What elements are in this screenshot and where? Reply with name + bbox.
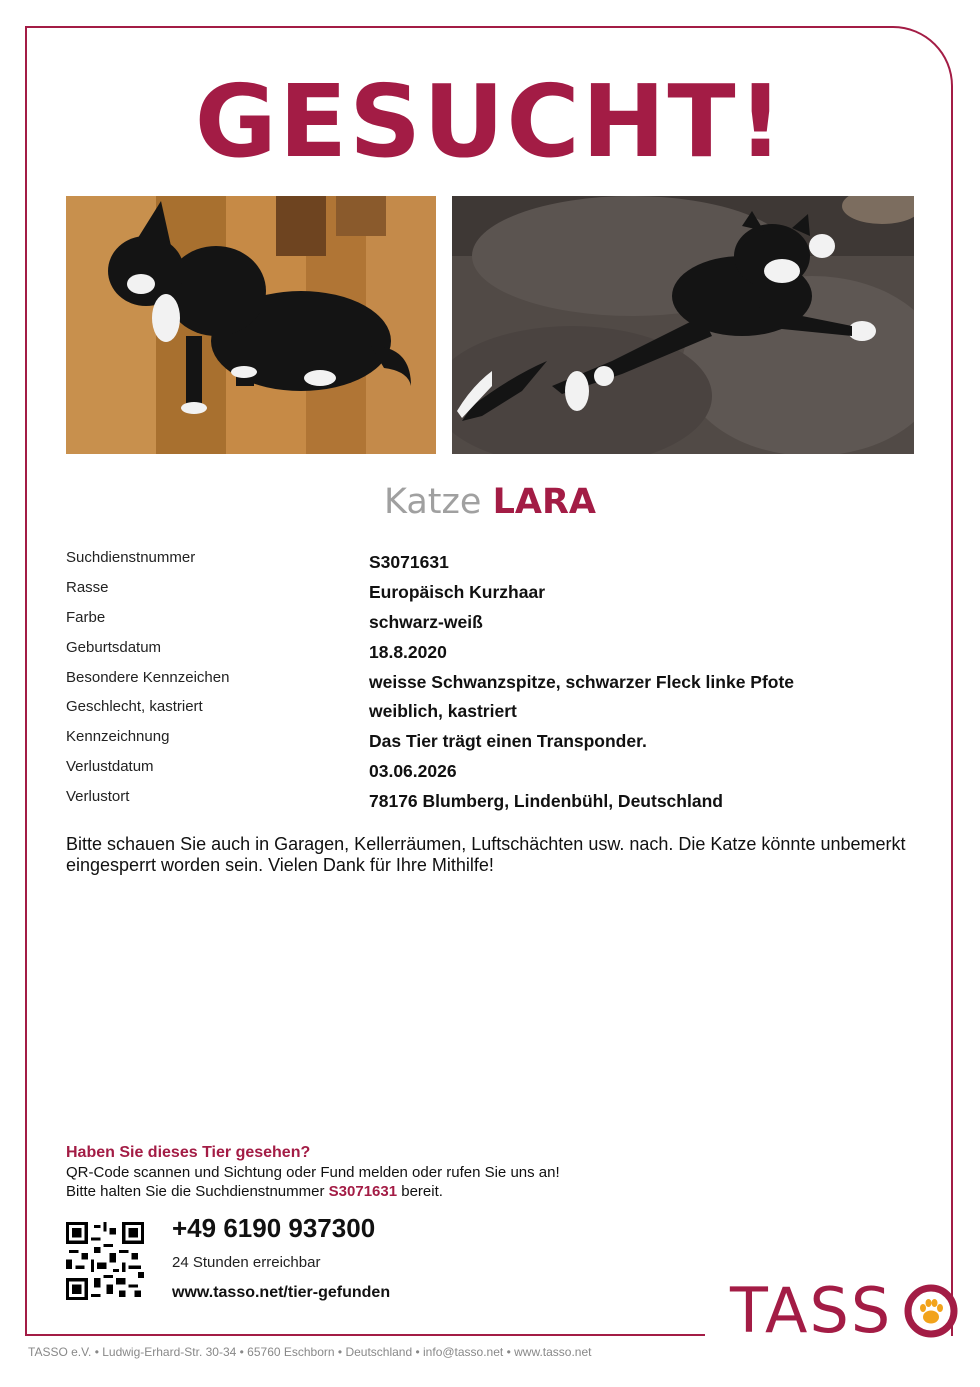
cta-line-2 [66,1182,766,1201]
detail-value: schwarz-weiß [369,611,483,632]
detail-value: 78176 Blumberg, Lindenbühl, Deutschland [369,791,723,812]
detail-row-search-number [66,548,926,578]
detail-value: weisse Schwanzspitze, schwarzer Fleck linke Pfote [369,671,795,692]
cta-heading: Haben Sie dieses Tier gesehen? [66,1144,311,1161]
cta-line-2-prefix: Bitte halten Sie die Suchdienstnummer [66,1183,325,1200]
detail-label: Rasse [66,578,109,596]
detail-value: S3071631 [369,552,449,572]
animal-name: LARA [492,482,596,522]
qr-code-icon[interactable] [66,1222,144,1300]
detail-row-special-marks [66,668,926,698]
cta-search-number: S3071631 [328,1183,398,1200]
detail-row-breed [66,578,926,608]
detail-label: Besondere Kennzeichen [66,668,230,686]
animal-details-table [66,548,926,817]
detail-value: 03.06.2026 [369,761,457,782]
animal-heading [0,482,980,522]
phone-number-link[interactable]: +49 6190 937300 [172,1213,376,1243]
detail-value: Europäisch Kurzhaar [369,581,546,602]
detail-label: Farbe [66,608,106,626]
detail-row-identification [66,727,926,757]
detail-label: Verlustdatum [66,758,154,776]
paw-icon [904,1284,958,1338]
detail-label: Geschlecht, kastriert [66,698,203,716]
detail-label: Suchdienstnummer [66,549,196,566]
detail-value: 18.8.2020 [369,641,447,662]
detail-value: Das Tier trägt einen Transponder. [369,731,647,752]
detail-row-birth-date [66,638,926,668]
detail-row-color [66,608,926,638]
availability-text: 24 Stunden erreichbar [172,1254,321,1271]
cta-line-1: QR-Code scannen und Sichtung oder Fund melden oder rufen Sie uns an! [66,1164,560,1181]
search-note: Bitte schauen Sie auch in Garagen, Kellerräumen, Luftschächten usw. nach. Die Katze könnte unbemerkt eingesperrt worden sein. Vielen Dank für Ihre Mithilfe! [66,834,906,875]
website-link[interactable]: www.tasso.net/tier-gefunden [172,1284,391,1301]
page-title: GESUCHT! [194,63,786,180]
poster-frame-bottom-line [25,1334,705,1336]
cat-on-blanket-photo [452,196,914,454]
detail-row-loss-date [66,757,926,787]
cat-on-floor-photo [66,196,436,454]
detail-label: Geburtsdatum [66,638,162,656]
animal-species: Katze [384,482,482,522]
brand-name: TASS [730,1274,893,1347]
footer-address: TASSO e.V. • Ludwig-Erhard-Str. 30-34 • 65760 Eschborn • Deutschland • info@tasso.net • www.tasso.net [28,1345,592,1359]
detail-value: weiblich, kastriert [369,701,517,722]
detail-row-loss-location [66,787,926,817]
call-to-action [66,1143,766,1201]
detail-label: Kennzeichnung [66,728,170,746]
detail-label: Verlustort [66,788,130,806]
detail-row-sex-neutered [66,697,926,727]
cta-line-2-suffix: bereit. [401,1183,443,1200]
